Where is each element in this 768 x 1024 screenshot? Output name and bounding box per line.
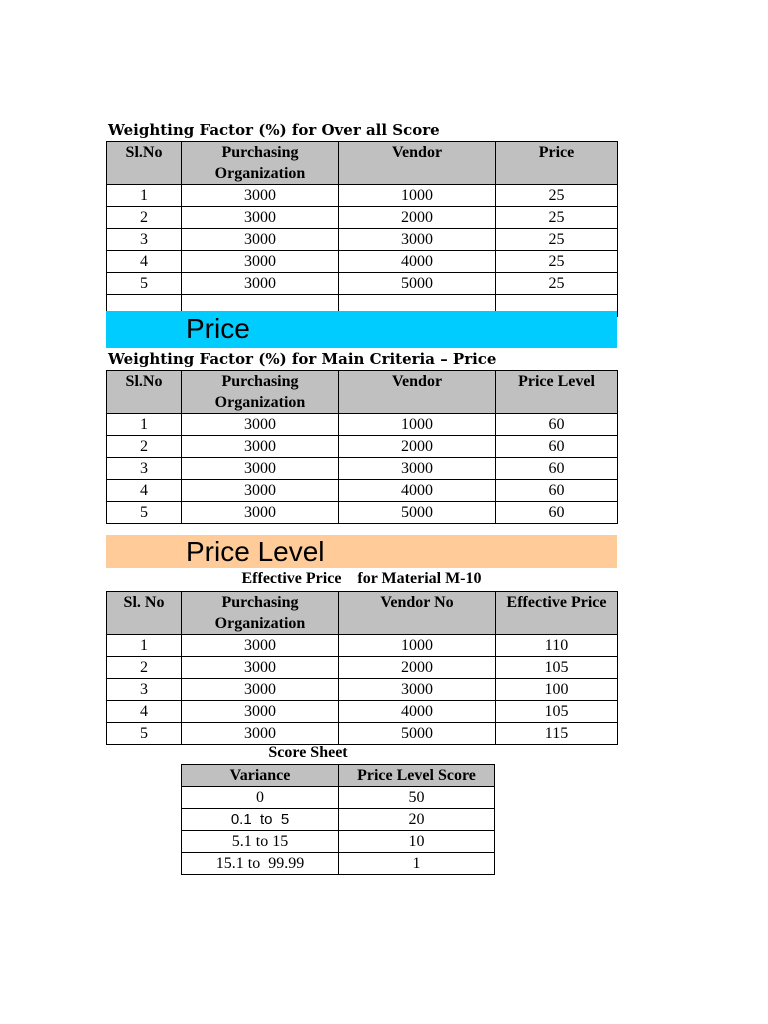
table1-caption: Weighting Factor (%) for Over all Score (108, 121, 440, 139)
table-cell: 60 (496, 458, 618, 480)
table-row (107, 229, 618, 251)
table2-caption: Weighting Factor (%) for Main Criteria – Price (108, 350, 497, 368)
table-cell: 105 (496, 657, 618, 679)
header-cell: Sl.No (107, 142, 182, 185)
table-cell: 5.1 to 15 (182, 831, 339, 853)
table-row (182, 853, 495, 875)
table3-caption: Effective Price for Material M-10 (241, 570, 482, 587)
table-cell: 50 (339, 787, 495, 809)
table-cell: 1000 (339, 635, 496, 657)
header-cell: Purchasing Organization (182, 371, 339, 414)
table-cell: 3000 (182, 635, 339, 657)
table-cell: 60 (496, 502, 618, 524)
header-cell: Price Level (496, 371, 618, 414)
table-cell: 5 (107, 502, 182, 524)
table-cell: 1000 (339, 414, 496, 436)
table-row (107, 207, 618, 229)
table-cell: 3000 (182, 657, 339, 679)
table-cell: 3000 (182, 273, 339, 295)
table-cell: 5 (107, 273, 182, 295)
table-row (107, 436, 618, 458)
table-row (107, 635, 618, 657)
header-cell: Variance (182, 765, 339, 787)
table-row (182, 809, 495, 831)
table-row (182, 787, 495, 809)
table-cell: 5000 (339, 502, 496, 524)
table-cell: 4 (107, 251, 182, 273)
table-cell: 60 (496, 414, 618, 436)
table-row (107, 480, 618, 502)
table-cell: 60 (496, 436, 618, 458)
table-cell: 4000 (339, 251, 496, 273)
table-header-row (107, 592, 618, 635)
table-cell: 4 (107, 701, 182, 723)
table-cell: 115 (496, 723, 618, 745)
table-row (107, 273, 618, 295)
table-cell: 1 (107, 635, 182, 657)
header-cell: Purchasing Organization (182, 142, 339, 185)
table-cell: 3000 (182, 436, 339, 458)
score-sheet-caption: Score Sheet (268, 744, 348, 761)
table-cell: 2000 (339, 207, 496, 229)
table-cell: 25 (496, 229, 618, 251)
header-cell: Sl.No (107, 371, 182, 414)
table-cell: 3000 (182, 701, 339, 723)
table-header-row (107, 371, 618, 414)
table-cell: 5 (107, 723, 182, 745)
table-cell: 25 (496, 185, 618, 207)
table-cell: 4000 (339, 701, 496, 723)
table-cell: 0 (182, 787, 339, 809)
table-cell: 3 (107, 679, 182, 701)
table-cell: 2 (107, 657, 182, 679)
table-cell: 2 (107, 436, 182, 458)
table-cell: 100 (496, 679, 618, 701)
table-row (107, 723, 618, 745)
table-cell: 1000 (339, 185, 496, 207)
table-cell: 2 (107, 207, 182, 229)
table-cell: 105 (496, 701, 618, 723)
table-cell: 1 (339, 853, 495, 875)
table-cell: 4 (107, 480, 182, 502)
table-cell: 1 (107, 414, 182, 436)
table-cell: 20 (339, 809, 495, 831)
table-cell: 0.1 to 5 (182, 809, 339, 831)
table-cell: 2000 (339, 436, 496, 458)
table-cell: 3 (107, 229, 182, 251)
table-cell: 1 (107, 185, 182, 207)
header-cell: Vendor No (339, 592, 496, 635)
table-row (107, 679, 618, 701)
header-cell: Sl. No (107, 592, 182, 635)
table-cell: 25 (496, 207, 618, 229)
header-cell: Vendor (339, 371, 496, 414)
table-row (107, 414, 618, 436)
table-cell: 15.1 to 99.99 (182, 853, 339, 875)
table-cell: 25 (496, 273, 618, 295)
table-cell: 4000 (339, 480, 496, 502)
table-cell: 60 (496, 480, 618, 502)
price-level-banner-label: Price Level (186, 536, 325, 567)
table-cell: 110 (496, 635, 618, 657)
header-cell: Price Level Score (339, 765, 495, 787)
header-cell: Purchasing Organization (182, 592, 339, 635)
table-cell: 2000 (339, 657, 496, 679)
table-row (107, 458, 618, 480)
table-cell: 3000 (182, 679, 339, 701)
table-row (107, 502, 618, 524)
table-cell: 10 (339, 831, 495, 853)
table-row (107, 701, 618, 723)
table-row (107, 185, 618, 207)
table-cell: 3000 (182, 185, 339, 207)
table-cell: 5000 (339, 723, 496, 745)
table-cell: 3000 (182, 207, 339, 229)
table-cell: 3000 (182, 458, 339, 480)
score-sheet-table (181, 764, 495, 875)
header-cell: Price (496, 142, 618, 185)
overall-score-table (106, 141, 618, 317)
table-cell: 3000 (339, 458, 496, 480)
table-header-row (107, 142, 618, 185)
table-cell: 25 (496, 251, 618, 273)
effective-price-table (106, 591, 618, 745)
table-cell: 3000 (182, 229, 339, 251)
table-cell: 3000 (339, 679, 496, 701)
table-cell: 3000 (339, 229, 496, 251)
table-cell: 3 (107, 458, 182, 480)
header-cell: Vendor (339, 142, 496, 185)
table-row (107, 657, 618, 679)
table-cell: 3000 (182, 480, 339, 502)
table-cell: 3000 (182, 251, 339, 273)
price-level-banner (106, 535, 617, 568)
table-cell: 3000 (182, 414, 339, 436)
table-cell: 5000 (339, 273, 496, 295)
price-banner-label: Price (186, 313, 250, 344)
table-header-row (182, 765, 495, 787)
table-row (107, 251, 618, 273)
table-cell: 3000 (182, 723, 339, 745)
price-criteria-table (106, 370, 618, 524)
table-row (182, 831, 495, 853)
price-banner (106, 311, 617, 348)
table-cell: 3000 (182, 502, 339, 524)
header-cell: Effective Price (496, 592, 618, 635)
